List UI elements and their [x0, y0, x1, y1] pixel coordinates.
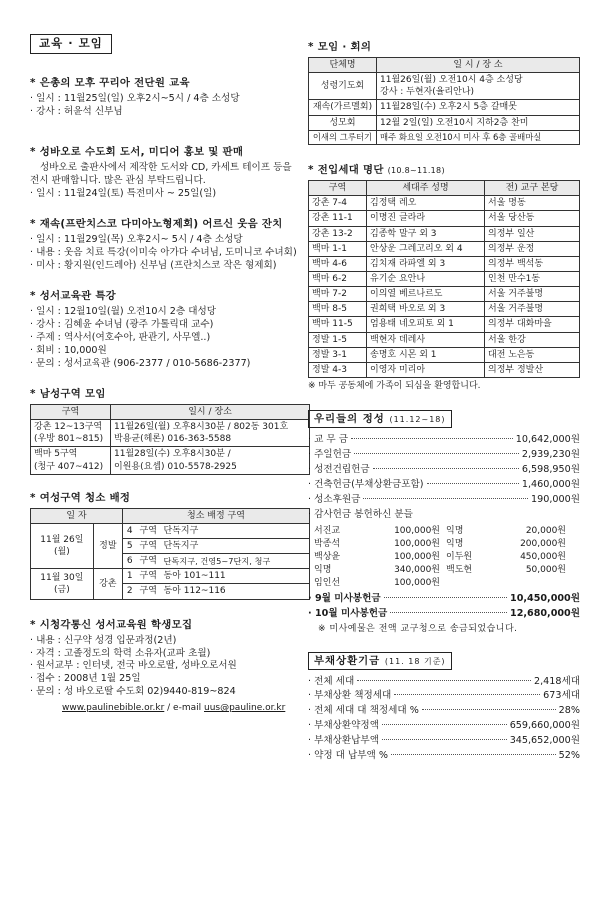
section-book-sale — [30, 145, 310, 201]
item-label: · 전체 세대 대 책정세대 % — [308, 705, 419, 717]
dot-leader — [351, 438, 513, 439]
info-line: · 미사 : 황지원(인드레아) 신부님 (프란치스코 작은 형제회) — [30, 260, 277, 272]
info-cell: 이원용(요셉) 010-5578-2925 — [114, 461, 237, 472]
item-value: 659,660,000원 — [509, 720, 580, 732]
area-cell: 강촌 11-1 — [309, 211, 367, 226]
area-cell: (우방 801~815) — [34, 434, 104, 445]
list-item — [308, 676, 580, 689]
list-item — [308, 464, 580, 477]
area-cell: 백마 8-5 — [309, 302, 367, 317]
item-value: 6,598,950원 — [521, 464, 580, 476]
para-line: 전시 판매합니다. 많은 관심 부탁드립니다. — [30, 175, 206, 187]
info-line: · 문의 : 성서교육관 (906-2377 / 010-5686-2377) — [30, 357, 251, 369]
section-title: 성서교육관 특강 — [39, 290, 117, 303]
item-value: 10,450,000원 — [510, 593, 580, 605]
donor-amount: 100,000원 — [394, 578, 440, 589]
table-header: 전) 교구 본당 — [485, 181, 580, 196]
cleaning-table — [30, 508, 310, 600]
star-icon: * — [30, 618, 36, 631]
item-value: 12,680,000원 — [510, 608, 580, 620]
table-row — [309, 100, 580, 115]
item-label: · 9월 미사봉헌금 — [308, 593, 381, 605]
info-line: · 주제 : 역사서(여호수아, 판관기, 사무엘..) — [30, 332, 211, 344]
previous-parish-cell: 서울 거주불명 — [485, 302, 580, 317]
table-row — [309, 287, 580, 302]
table-header: 단체명 — [309, 58, 377, 73]
table-row — [31, 523, 310, 538]
info-line: · 일시 : 11월24일(토) 특전미사 ~ 25일(일) — [30, 188, 217, 200]
table-row — [309, 362, 580, 377]
area-unit: 구역 — [137, 554, 161, 569]
table-row — [309, 73, 580, 100]
table-row — [309, 271, 580, 286]
donor-amount: 100,000원 — [394, 552, 440, 563]
info-line: · 회비 : 10,000원 — [30, 345, 107, 357]
meeting-info: 12월 2일(일) 오전10시 지하2층 찬미 — [377, 115, 580, 130]
star-icon: * — [30, 218, 36, 231]
section-title: 여성구역 청소 배정 — [39, 491, 131, 504]
area-cell: (청구 407~412) — [34, 461, 104, 472]
group-name: 성령기도회 — [309, 73, 377, 100]
section-title: 모임 · 회의 — [317, 41, 372, 53]
donor-amount: 450,000원 — [520, 552, 566, 563]
donor-amount: 200,000원 — [520, 538, 566, 549]
dot-leader — [382, 739, 507, 740]
item-label: · 교 무 금 — [308, 434, 349, 446]
table-row — [31, 420, 310, 447]
section-title: 성바오로 수도회 도서, 미디어 홍보 및 판매 — [39, 146, 244, 159]
group-name: 이새의 그루터기 — [309, 130, 377, 144]
householder-cell: 이의열 베르나르도 — [367, 287, 485, 302]
donor-name: 이두원 — [446, 552, 473, 563]
info-cell: 박용균(헤론) 016-363-5588 — [114, 434, 232, 445]
mass-note: ※ 미사예물은 전액 교구청으로 송금되었습니다. — [318, 624, 518, 635]
item-value: 2,939,230원 — [521, 449, 580, 461]
area-cell: 정발 1-5 — [309, 332, 367, 347]
area-detail: 동아 101~111 — [161, 569, 310, 584]
previous-parish-cell: 서울 거주불명 — [485, 287, 580, 302]
item-label: · 전체 세대 — [308, 675, 355, 687]
dot-leader — [390, 612, 507, 613]
area-cell: 백마 1-1 — [309, 241, 367, 256]
donor-name — [446, 577, 492, 589]
area-cell: 백마 5구역 — [34, 449, 78, 460]
star-icon: * — [30, 491, 36, 504]
area-cell: 강촌 12~13구역 — [34, 422, 103, 433]
meeting-info: 11월26일(월) 오전10시 4층 소성당 — [380, 75, 523, 86]
table-header: 일 시 / 장 소 — [377, 58, 580, 73]
star-icon: * — [308, 164, 314, 177]
area-cell: 정발 4-3 — [309, 362, 367, 377]
table-header: 일시 / 장소 — [111, 404, 310, 419]
list-item — [308, 494, 580, 507]
item-value: 28% — [558, 705, 580, 717]
householder-cell: 권희택 바오로 외 3 — [367, 302, 485, 317]
donor-name: 백상윤 — [314, 552, 341, 563]
website-link[interactable]: www.paulinebible.or.kr — [62, 703, 165, 714]
area-unit: 구역 — [137, 538, 161, 553]
offering-list — [308, 434, 580, 507]
item-label: · 성전건립헌금 — [308, 464, 370, 476]
area-num: 4 — [123, 523, 137, 538]
table-row — [309, 241, 580, 256]
previous-parish-cell: 의정부 일산 — [485, 226, 580, 241]
donor-amount: 100,000원 — [394, 525, 440, 536]
area-num: 1 — [123, 569, 137, 584]
newcomers-table — [308, 180, 580, 378]
region-cell: 강촌 — [93, 569, 122, 599]
donor-name: 서진교 — [314, 525, 341, 536]
dot-leader — [373, 468, 519, 469]
list-item — [308, 750, 580, 763]
dot-leader — [363, 498, 528, 499]
section-period: (11. 18 기준) — [384, 656, 446, 666]
list-item — [308, 479, 580, 492]
section-cleaning — [30, 491, 310, 600]
info-line: · 원서교부 : 인터넷, 전국 바오로딸, 성바오로서원 — [30, 660, 237, 672]
table-row — [309, 347, 580, 362]
group-name: 재속(가르멜회) — [309, 100, 377, 115]
list-item — [308, 720, 580, 733]
table-row — [309, 256, 580, 271]
previous-parish-cell: 대전 노은동 — [485, 347, 580, 362]
star-icon: * — [30, 146, 36, 159]
item-value: 52% — [558, 750, 580, 762]
householder-cell: 김치재 라파엘 외 3 — [367, 256, 485, 271]
dot-leader — [384, 597, 507, 598]
info-line: · 내용 : 신구약 성경 입문과정(2년) — [30, 634, 177, 646]
section-bible-lecture — [30, 289, 310, 371]
dot-leader — [394, 694, 540, 695]
debt-list — [308, 676, 580, 764]
dot-leader — [427, 483, 519, 484]
section-title: 부채상환기금 — [314, 654, 381, 667]
section-title: 남성구역 모임 — [39, 387, 106, 400]
donor-amount — [498, 577, 566, 589]
email-link[interactable]: uus@pauline.or.kr — [204, 703, 286, 714]
table-header: 세대주 성명 — [367, 181, 485, 196]
section-title: 시청각통신 성서교육원 학생모집 — [39, 618, 193, 631]
section-period: (10.8~11.18) — [387, 166, 445, 176]
table-header: 구역 — [31, 404, 111, 419]
para-line: 성바오로 출판사에서 제작한 도서와 CD, 카세트 테이프 등을 — [40, 162, 292, 174]
info-line: · 일시 : 12월10일(월) 오전10시 2층 대성당 — [30, 306, 217, 318]
item-label: · 약정 대 납부액 % — [308, 750, 388, 762]
info-line: · 일시 : 11월29일(목) 오후2시~ 5시 / 4층 소성당 — [30, 234, 243, 246]
section-offering — [308, 410, 580, 635]
section-legion-education — [30, 76, 310, 119]
region-cell: 정발 — [93, 523, 122, 568]
area-num: 6 — [123, 554, 137, 569]
householder-cell: 김종학 말구 외 3 — [367, 226, 485, 241]
donor-amount: 100,000원 — [394, 538, 440, 549]
section-elders-party — [30, 217, 310, 273]
mass-offering-totals — [308, 593, 580, 621]
area-cell: 백마 11-5 — [309, 317, 367, 332]
table-header: 구역 — [309, 181, 367, 196]
donor-name: 익명 — [314, 565, 332, 576]
section-bible-school — [30, 618, 310, 715]
previous-parish-cell: 의정부 백석동 — [485, 256, 580, 271]
welcome-note: ※ 마두 공동체에 가족이 되심을 환영합니다. — [308, 380, 481, 391]
householder-cell: 엄용태 네오피토 외 1 — [367, 317, 485, 332]
info-line: · 일시 : 11월25일(일) 오후2시~5시 / 4층 소성당 — [30, 92, 240, 104]
table-row — [309, 226, 580, 241]
info-cell: 11월26일(월) 오후8시30분 / 802동 301호 — [114, 422, 289, 433]
item-label: · 건축헌금(부채상환금포함) — [308, 478, 424, 490]
area-cell: 정발 3-1 — [309, 347, 367, 362]
meetings-table — [308, 57, 580, 145]
previous-parish-cell: 의정부 운정 — [485, 241, 580, 256]
meeting-info: 11월28일(수) 오후2시 5층 갈매못 — [377, 100, 580, 115]
item-label: · 성소후원금 — [308, 493, 361, 505]
section-debt — [308, 652, 580, 764]
item-value: 2,418세대 — [534, 675, 580, 687]
donor-amount: 20,000원 — [525, 525, 566, 536]
info-line: · 강사 : 김혜윤 수녀님 (광주 가톨릭대 교수) — [30, 319, 214, 331]
area-num: 5 — [123, 538, 137, 553]
right-column — [308, 34, 580, 776]
main-title-wrap — [30, 34, 310, 54]
previous-parish-cell: 서울 당산동 — [485, 211, 580, 226]
donor-name: 익명 — [446, 538, 464, 549]
area-detail: 동아 112~116 — [161, 584, 310, 599]
table-row — [31, 447, 310, 474]
table-row — [309, 332, 580, 347]
info-line: · 접수 : 2008년 1월 25일 — [30, 673, 141, 685]
previous-parish-cell: 인천 만수1동 — [485, 271, 580, 286]
table-header: 청소 배정 구역 — [123, 508, 310, 523]
householder-cell: 송명호 시몬 외 1 — [367, 347, 485, 362]
area-detail: 단독지구 — [161, 523, 310, 538]
area-unit: 구역 — [137, 569, 161, 584]
list-item — [308, 434, 580, 447]
item-label: · 부채상환납부액 — [308, 735, 379, 747]
list-item — [308, 690, 580, 703]
table-row — [309, 115, 580, 130]
dot-leader — [382, 724, 507, 725]
section-newcomers — [308, 163, 580, 392]
date-cell: 11월 26일(월) — [31, 523, 94, 568]
section-period: (11.12~18) — [389, 415, 446, 425]
householder-cell: 백현자 데레사 — [367, 332, 485, 347]
star-icon: * — [30, 290, 36, 303]
area-unit: 구역 — [137, 584, 161, 599]
list-item — [308, 608, 580, 621]
donor-name: 박종석 — [314, 538, 341, 549]
table-row — [309, 317, 580, 332]
meeting-info: 매주 화요일 오전10시 미사 후 6층 골배마실 — [377, 130, 580, 144]
area-cell: 백마 7-2 — [309, 287, 367, 302]
donor-title: · 감사헌금 봉헌하신 분들 — [308, 508, 413, 520]
item-label: · 부채상환약정액 — [308, 720, 379, 732]
donor-name: 백도현 — [446, 565, 473, 576]
dot-leader — [357, 680, 531, 681]
section-title: 전입세대 명단 — [317, 164, 384, 177]
section-men-meeting — [30, 387, 310, 475]
info-line: · 강사 : 허윤석 신부님 — [30, 105, 123, 117]
main-title: 교육 · 모임 — [30, 34, 112, 54]
donor-name: 임인선 — [314, 578, 341, 589]
info-cell: 11월28일(수) 오후8시30분 / — [114, 449, 231, 460]
dot-leader — [422, 709, 556, 710]
previous-parish-cell: 서울 한강 — [485, 332, 580, 347]
info-line: · 자격 : 고졸정도의 학력 소유자(교파 초월) — [30, 647, 211, 659]
householder-cell: 이영자 미리아 — [367, 362, 485, 377]
item-value: 10,642,000원 — [515, 434, 580, 446]
info-line: · 문의 : 성 바오로딸 수도회 02)9440-819~824 — [30, 686, 236, 698]
item-label: · 10월 미사봉헌금 — [308, 608, 388, 620]
donor-amount: 340,000원 — [394, 565, 440, 576]
area-cell: 강촌 7-4 — [309, 196, 367, 211]
contact-links — [62, 702, 310, 714]
donor-name: 익명 — [446, 525, 464, 536]
area-num: 2 — [123, 584, 137, 599]
area-cell: 백마 6-2 — [309, 271, 367, 286]
previous-parish-cell: 의정부 정발산 — [485, 362, 580, 377]
area-detail: 단독지구 — [161, 538, 310, 553]
donor-amount: 50,000원 — [525, 565, 566, 576]
dot-leader — [391, 754, 556, 755]
item-value: 673세대 — [543, 690, 580, 702]
date-cell: 11월 30일(금) — [31, 569, 94, 599]
area-detail: 단독지구, 건영5~7단지, 청구 — [161, 554, 310, 569]
table-row — [309, 130, 580, 144]
householder-cell: 이명진 글라라 — [367, 211, 485, 226]
group-name: 성모회 — [309, 115, 377, 130]
area-unit: 구역 — [137, 523, 161, 538]
list-item — [308, 449, 580, 462]
table-row — [309, 302, 580, 317]
item-value: 1,460,000원 — [521, 478, 580, 490]
section-title: 재속(프란치스코 다미아노형제회) 어르신 웃음 잔치 — [39, 218, 283, 231]
dot-leader — [354, 453, 519, 454]
table-row — [309, 211, 580, 226]
householder-cell: 김정택 레오 — [367, 196, 485, 211]
householder-cell: 유기순 요안나 — [367, 271, 485, 286]
donor-grid — [314, 525, 580, 590]
item-label: · 주일헌금 — [308, 449, 352, 461]
list-item — [308, 593, 580, 606]
left-column — [30, 34, 310, 727]
section-meetings — [308, 40, 580, 145]
item-value: 190,000원 — [531, 493, 580, 505]
householder-cell: 안상운 그레고리오 외 4 — [367, 241, 485, 256]
star-icon: * — [30, 76, 36, 89]
email-label: / e-mail — [167, 703, 202, 714]
table-row — [309, 196, 580, 211]
table-row — [31, 569, 310, 584]
item-label: · 부채상환 책정세대 — [308, 690, 392, 702]
section-title: 우리들의 정성 — [314, 413, 385, 426]
item-value: 345,652,000원 — [509, 735, 580, 747]
area-cell: 백마 4-6 — [309, 256, 367, 271]
star-icon: * — [308, 41, 314, 53]
list-item — [308, 735, 580, 748]
section-title: 은총의 모후 꾸리아 전단원 교육 — [39, 76, 190, 89]
men-meeting-table — [30, 404, 310, 475]
info-line: · 내용 : 웃음 치료 특강(이미숙 아가다 수녀님, 도미니코 수녀회) — [30, 247, 297, 259]
previous-parish-cell: 서울 명동 — [485, 196, 580, 211]
meeting-info: 강사 : 두현자(율리안나) — [380, 87, 475, 98]
star-icon: * — [30, 387, 36, 400]
area-cell: 강촌 13-2 — [309, 226, 367, 241]
previous-parish-cell: 의정부 대화마을 — [485, 317, 580, 332]
list-item — [308, 705, 580, 718]
table-header: 일 자 — [31, 508, 123, 523]
